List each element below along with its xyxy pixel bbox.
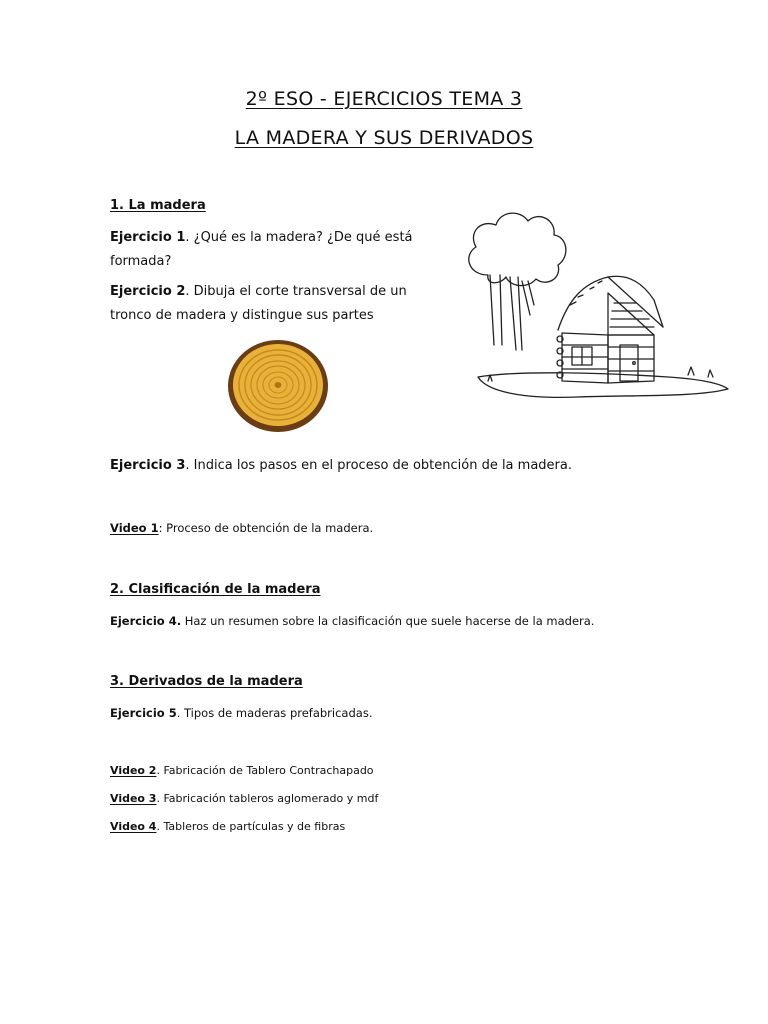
exercise-3 — [110, 454, 670, 478]
exercise-3-label: Ejercicio 3 — [110, 458, 186, 473]
cabin-tree-drawing — [458, 205, 733, 420]
exercise-2 — [110, 280, 445, 328]
video-3-text: . Fabricación tableros aglomerado y mdf — [156, 792, 379, 805]
video-3 — [110, 787, 670, 811]
exercise-1-label: Ejercicio 1 — [110, 230, 186, 245]
exercise-5-label: Ejercicio 5 — [110, 706, 177, 720]
section-heading-clasificacion: 2. Clasificación de la madera — [110, 582, 321, 597]
video-1-text: : Proceso de obtención de la madera. — [158, 521, 374, 535]
exercise-4-text: Haz un resumen sobre la clasificación que suele hacerse de la madera. — [181, 614, 595, 628]
video-4-link[interactable]: Video 4 — [110, 820, 157, 833]
video-3-link[interactable]: Video 3 — [110, 792, 157, 805]
exercise-4 — [110, 609, 710, 633]
section-heading-la-madera: 1. La madera — [110, 198, 206, 213]
video-2 — [110, 759, 670, 783]
video-2-link[interactable]: Video 2 — [110, 764, 157, 777]
section-heading-derivados: 3. Derivados de la madera — [110, 674, 303, 689]
exercise-5-text: . Tipos de maderas prefabricadas. — [176, 706, 373, 720]
exercise-1-text: . ¿Qué es la madera? ¿De qué está formada? — [110, 230, 413, 269]
video-4-text: . Tableros de partículas y de fibras — [156, 820, 346, 833]
video-2-text: . Fabricación de Tablero Contrachapado — [156, 764, 374, 777]
wood-cross-section-image — [224, 336, 332, 436]
video-4 — [110, 815, 670, 839]
exercise-3-text: . Indica los pasos en el proceso de obtención de la madera. — [185, 458, 572, 473]
exercise-4-label: Ejercicio 4. — [110, 614, 182, 628]
exercise-5 — [110, 701, 670, 725]
exercise-2-label: Ejercicio 2 — [110, 284, 186, 299]
exercise-2-text: . Dibuja el corte transversal de un tronco de madera y distingue sus partes — [110, 284, 407, 323]
video-1 — [110, 516, 670, 540]
page-title: 2º ESO - EJERCICIOS TEMA 3 — [245, 88, 523, 110]
page-subtitle: LA MADERA Y SUS DERIVADOS — [234, 127, 534, 149]
video-1-link[interactable]: Video 1 — [110, 521, 159, 535]
exercise-1 — [110, 226, 445, 274]
